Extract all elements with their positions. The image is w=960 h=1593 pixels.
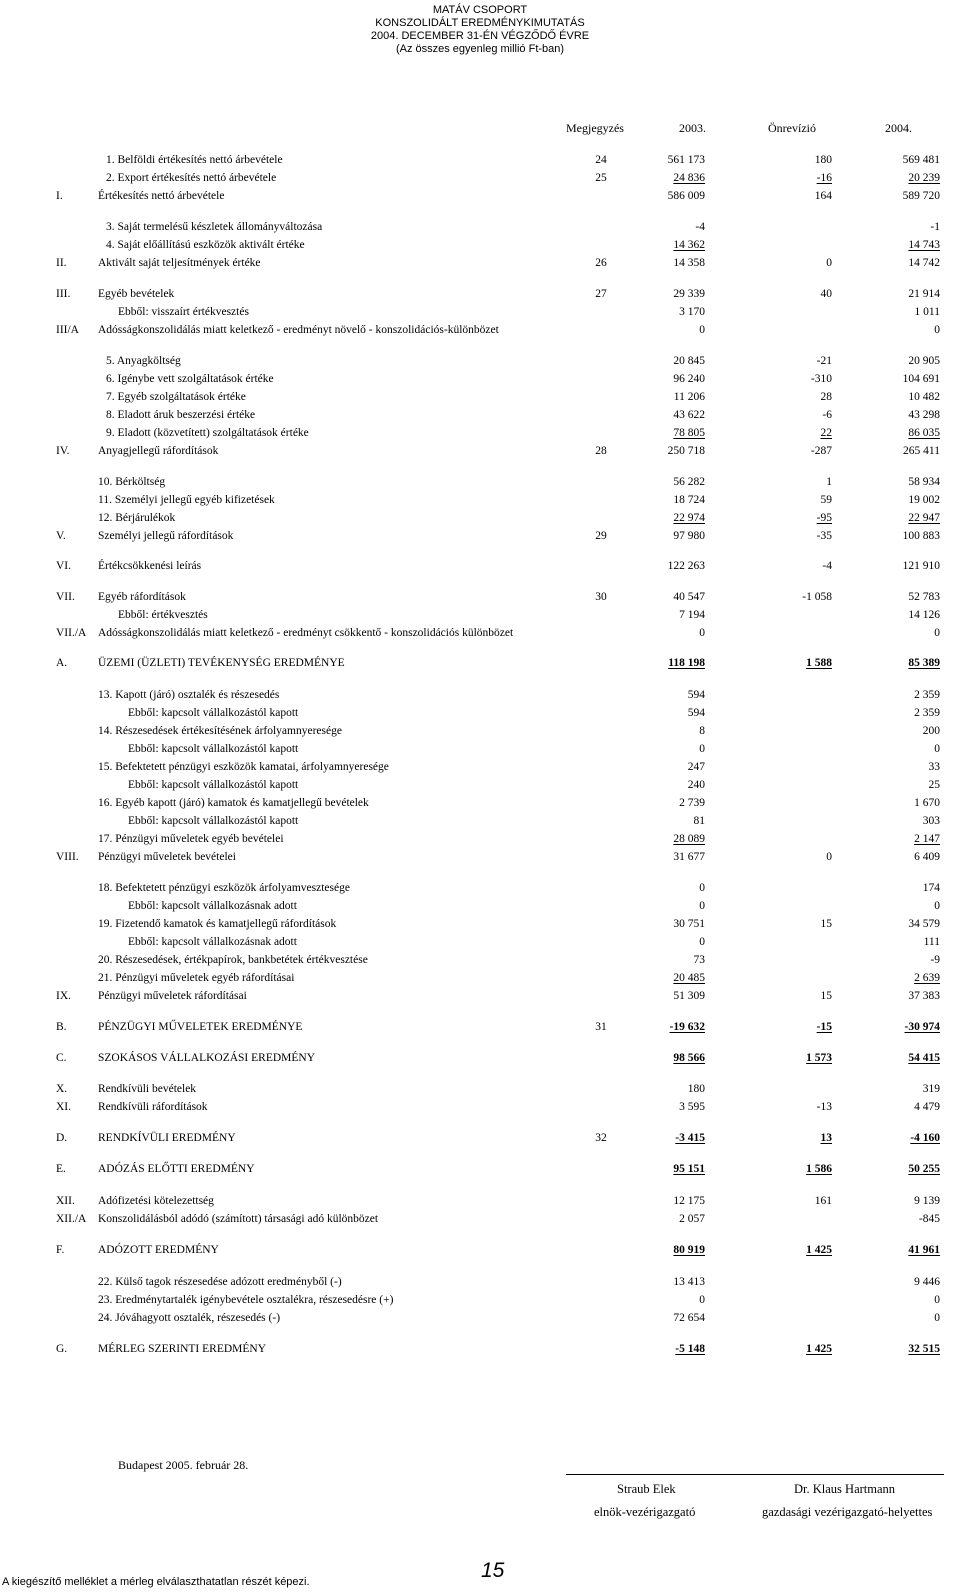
value-2004: 303 xyxy=(922,815,940,827)
row-label: Ebből: kapcsolt vállalkozástól kapott xyxy=(128,707,299,719)
table-row xyxy=(0,219,960,236)
table-row xyxy=(0,492,960,509)
value-2004: 2 147 xyxy=(914,833,940,845)
row-label: 5. Anyagköltség xyxy=(106,355,181,367)
table-row xyxy=(0,589,960,606)
signer-1-name: Straub Elek xyxy=(617,1482,676,1496)
table-row xyxy=(0,777,960,794)
row-label: ADÓZOTT EREDMÉNY xyxy=(98,1244,219,1256)
table-row xyxy=(0,813,960,830)
value-2004: 52 783 xyxy=(908,591,940,603)
table-row xyxy=(0,170,960,187)
value-2003: 0 xyxy=(699,1294,705,1306)
value-2003: 97 980 xyxy=(673,530,705,542)
row-label: Adósságkonszolidálás miatt keletkező - eredményt csökkentő - konszolidációs különbözet xyxy=(98,627,514,639)
table-row xyxy=(0,558,960,575)
row-note: 30 xyxy=(595,591,607,603)
value-2004: -9 xyxy=(930,954,940,966)
value-revision: -1 058 xyxy=(802,591,832,603)
table-row xyxy=(0,1341,960,1358)
value-2003: -3 415 xyxy=(675,1132,705,1144)
value-2003: 18 724 xyxy=(673,494,705,506)
value-revision: -21 xyxy=(816,355,832,367)
col-revision-header: Önrevízió xyxy=(768,121,816,135)
value-2004: 1 011 xyxy=(914,306,940,318)
row-number: VIII. xyxy=(56,851,79,863)
row-label: 9. Eladott (közvetített) szolgáltatások értéke xyxy=(106,427,309,439)
value-2003: 14 358 xyxy=(673,257,705,269)
row-label: Személyi jellegű ráfordítások xyxy=(98,530,234,542)
row-label: 11. Személyi jellegű egyéb kifizetések xyxy=(98,494,275,506)
value-2003: 43 622 xyxy=(673,409,705,421)
value-2003: 28 089 xyxy=(673,833,705,845)
row-number: G. xyxy=(56,1343,68,1355)
row-label: PÉNZÜGYI MŰVELETEK EREDMÉNYE xyxy=(98,1021,303,1033)
row-label: Ebből: visszaírt értékvesztés xyxy=(118,306,249,318)
table-row xyxy=(0,1099,960,1116)
table-row xyxy=(0,795,960,812)
value-2004: 1 670 xyxy=(914,797,940,809)
row-number: B. xyxy=(56,1021,67,1033)
row-label: ÜZEMI (ÜZLETI) TEVÉKENYSÉG EREDMÉNYE xyxy=(98,657,345,669)
table-row xyxy=(0,934,960,951)
value-2004: -4 160 xyxy=(910,1132,940,1144)
row-label: Ebből: kapcsolt vállalkozástól kapott xyxy=(128,743,299,755)
row-label: Pénzügyi műveletek ráfordításai xyxy=(98,990,247,1002)
value-2003: 0 xyxy=(699,900,705,912)
row-number: XI. xyxy=(56,1101,72,1113)
value-revision: 15 xyxy=(820,918,832,930)
value-2004: 589 720 xyxy=(902,190,940,202)
value-2003: 56 282 xyxy=(673,476,705,488)
report-period: 2004. DECEMBER 31-ÉN VÉGZŐDŐ ÉVRE xyxy=(370,30,590,42)
row-label: Ebből: kapcsolt vállalkozástól kapott xyxy=(128,779,299,791)
table-row xyxy=(0,425,960,442)
table-row xyxy=(0,322,960,339)
row-note: 24 xyxy=(595,154,607,166)
row-label: Egyéb ráfordítások xyxy=(98,591,186,603)
table-row xyxy=(0,687,960,704)
value-2004: 4 479 xyxy=(914,1101,940,1113)
value-2003: 7 194 xyxy=(679,609,705,621)
row-label: Ebből: kapcsolt vállalkozásnak adott xyxy=(128,900,297,912)
value-2003: 2 739 xyxy=(679,797,705,809)
value-2004: 85 389 xyxy=(908,657,940,669)
value-2004: 319 xyxy=(922,1083,940,1095)
value-2003: 13 413 xyxy=(673,1276,705,1288)
row-label: 14. Részesedések értékesítésének árfolyamnyeresége xyxy=(98,725,342,737)
value-2003: 0 xyxy=(699,627,705,639)
value-2004: 9 446 xyxy=(914,1276,940,1288)
table-row xyxy=(0,1161,960,1178)
value-2003: 0 xyxy=(699,882,705,894)
row-label: Egyéb bevételek xyxy=(98,288,175,300)
row-label: 19. Fizetendő kamatok és kamatjellegű ráfordítások xyxy=(98,918,337,930)
signature-line xyxy=(566,1474,944,1475)
table-row xyxy=(0,916,960,933)
value-2003: 20 845 xyxy=(673,355,705,367)
table-row xyxy=(0,1242,960,1259)
table-row xyxy=(0,970,960,987)
value-revision: 164 xyxy=(814,190,832,202)
row-label: Adófizetési kötelezettség xyxy=(98,1195,214,1207)
value-2003: 78 805 xyxy=(673,427,705,439)
value-2004: 32 515 xyxy=(908,1343,940,1355)
table-row xyxy=(0,443,960,460)
row-label: 24. Jóváhagyott osztalék, részesedés (-) xyxy=(98,1312,281,1324)
row-label: 6. Igénybe vett szolgáltatások értéke xyxy=(106,373,274,385)
table-row xyxy=(0,255,960,272)
table-row xyxy=(0,880,960,897)
value-2003: 14 362 xyxy=(673,239,705,251)
row-label: 15. Befektetett pénzügyi eszközök kamatai, árfolyamnyeresége xyxy=(98,761,389,773)
value-revision: -6 xyxy=(822,409,832,421)
table-row xyxy=(0,1019,960,1036)
report-title: KONSZOLIDÁLT EREDMÉNYKIMUTATÁS xyxy=(375,17,585,29)
value-2003: 72 654 xyxy=(673,1312,705,1324)
row-number: D. xyxy=(56,1132,68,1144)
table-row xyxy=(0,1050,960,1067)
value-revision: 180 xyxy=(814,154,832,166)
value-2003: 594 xyxy=(687,707,705,719)
table-row xyxy=(0,1211,960,1228)
row-number: V. xyxy=(56,530,66,542)
row-number: III. xyxy=(56,288,71,300)
value-2003: 8 xyxy=(699,725,705,737)
table-row xyxy=(0,188,960,205)
row-note: 32 xyxy=(595,1132,607,1144)
table-row xyxy=(0,898,960,915)
row-label: 16. Egyéb kapott (járó) kamatok és kamatjellegű bevételek xyxy=(98,797,369,809)
table-row xyxy=(0,510,960,527)
value-2004: 121 910 xyxy=(902,560,940,572)
value-2004: 58 934 xyxy=(908,476,940,488)
col-2004-header: 2004. xyxy=(885,121,912,135)
value-2003: 51 309 xyxy=(673,990,705,1002)
value-2004: 19 002 xyxy=(908,494,940,506)
value-2004: 265 411 xyxy=(903,445,940,457)
table-row xyxy=(0,286,960,303)
table-row xyxy=(0,655,960,672)
value-2004: 14 126 xyxy=(908,609,940,621)
value-2004: 22 947 xyxy=(908,512,940,524)
value-2004: 2 359 xyxy=(914,707,940,719)
table-row xyxy=(0,528,960,545)
row-label: SZOKÁSOS VÁLLALKOZÁSI EREDMÉNY xyxy=(98,1052,316,1064)
value-2003: 29 339 xyxy=(673,288,705,300)
row-label: 21. Pénzügyi műveletek egyéb ráfordításai xyxy=(98,972,295,984)
row-label: 23. Eredménytartalék igénybevétele osztalékra, részesedésre (+) xyxy=(98,1294,394,1306)
row-label: ADÓZÁS ELŐTTI EREDMÉNY xyxy=(98,1163,255,1175)
value-2004: 174 xyxy=(922,882,940,894)
row-label: 3. Saját termelésű készletek állományváltozása xyxy=(106,221,323,233)
row-label: 12. Bérjárulékok xyxy=(98,512,176,524)
value-2004: 2 359 xyxy=(914,689,940,701)
row-number: XII. xyxy=(56,1195,75,1207)
table-row xyxy=(0,1310,960,1327)
value-revision: 0 xyxy=(826,257,832,269)
value-2004: -845 xyxy=(918,1213,940,1225)
row-number: VII. xyxy=(56,591,75,603)
row-number: III/A xyxy=(56,324,79,336)
value-2003: -4 xyxy=(695,221,705,233)
value-2003: 561 173 xyxy=(667,154,705,166)
row-number: IV. xyxy=(56,445,70,457)
table-row xyxy=(0,1193,960,1210)
value-2004: 104 691 xyxy=(902,373,940,385)
row-label: Anyagjellegű ráfordítások xyxy=(98,445,219,457)
value-2003: 80 919 xyxy=(673,1244,705,1256)
value-2004: 6 409 xyxy=(914,851,940,863)
value-2004: 20 239 xyxy=(908,172,940,184)
value-2004: 111 xyxy=(923,936,940,948)
value-2004: 20 905 xyxy=(908,355,940,367)
row-label: Rendkívüli ráfordítások xyxy=(98,1101,208,1113)
row-number: VII./A xyxy=(56,627,87,639)
value-revision: -287 xyxy=(810,445,832,457)
signer-2-title: gazdasági vezérigazgató-helyettes xyxy=(762,1505,933,1519)
value-2004: 100 883 xyxy=(902,530,940,542)
value-2003: 2 057 xyxy=(679,1213,705,1225)
table-row xyxy=(0,152,960,169)
value-2004: 0 xyxy=(934,324,940,336)
row-number: II. xyxy=(56,257,67,269)
table-row xyxy=(0,607,960,624)
value-2003: 0 xyxy=(699,743,705,755)
value-2003: 20 485 xyxy=(673,972,705,984)
value-revision: 40 xyxy=(820,288,832,300)
table-row xyxy=(0,705,960,722)
row-note: 28 xyxy=(595,445,607,457)
value-2004: 86 035 xyxy=(908,427,940,439)
row-number: F. xyxy=(56,1244,65,1256)
table-row xyxy=(0,741,960,758)
value-revision: 13 xyxy=(820,1132,832,1144)
value-2004: 10 482 xyxy=(908,391,940,403)
value-2004: -30 974 xyxy=(904,1021,940,1033)
value-2003: 81 xyxy=(693,815,705,827)
value-revision: -4 xyxy=(822,560,832,572)
table-row xyxy=(0,237,960,254)
row-label: 22. Külső tagok részesedése adózott eredményből (-) xyxy=(98,1276,342,1288)
value-2003: 180 xyxy=(687,1083,705,1095)
row-label: Értékcsökkenési leírás xyxy=(98,560,202,572)
table-row xyxy=(0,1130,960,1147)
value-revision: 0 xyxy=(826,851,832,863)
value-2004: 9 139 xyxy=(914,1195,940,1207)
table-row xyxy=(0,304,960,321)
value-revision: 28 xyxy=(820,391,832,403)
value-2004: 0 xyxy=(934,900,940,912)
table-row xyxy=(0,849,960,866)
value-2004: 41 961 xyxy=(908,1244,940,1256)
value-revision: -95 xyxy=(816,512,832,524)
row-note: 31 xyxy=(595,1021,607,1033)
row-label: Adósságkonszolidálás miatt keletkező - eredményt növelő - konszolidációs-különbözet xyxy=(98,324,499,336)
row-number: VI. xyxy=(56,560,72,572)
value-2003: 0 xyxy=(699,936,705,948)
value-2004: 569 481 xyxy=(902,154,940,166)
value-2003: 240 xyxy=(687,779,705,791)
value-2003: 250 718 xyxy=(667,445,705,457)
value-revision: 1 xyxy=(826,476,832,488)
row-label: Aktivált saját teljesítmények értéke xyxy=(98,257,261,269)
row-label: 17. Pénzügyi műveletek egyéb bevételei xyxy=(98,833,284,845)
row-number: IX. xyxy=(56,990,72,1002)
value-revision: 1 425 xyxy=(806,1244,832,1256)
row-number: XII./A xyxy=(56,1213,87,1225)
row-note: 29 xyxy=(595,530,607,542)
value-2004: 25 xyxy=(928,779,940,791)
row-number: X. xyxy=(56,1083,68,1095)
value-2003: 98 566 xyxy=(673,1052,705,1064)
row-label: Ebből: értékvesztés xyxy=(118,609,208,621)
table-row xyxy=(0,831,960,848)
value-2004: 14 743 xyxy=(908,239,940,251)
value-revision: -35 xyxy=(816,530,832,542)
row-label: 10. Bérköltség xyxy=(98,476,166,488)
col-2003-header: 2003. xyxy=(679,121,706,135)
value-2003: 96 240 xyxy=(673,373,705,385)
table-row xyxy=(0,371,960,388)
value-2003: 24 836 xyxy=(673,172,705,184)
col-note-header: Megjegyzés xyxy=(566,121,624,135)
value-revision: 22 xyxy=(820,427,832,439)
value-2003: 30 751 xyxy=(673,918,705,930)
value-2003: 40 547 xyxy=(673,591,705,603)
table-row xyxy=(0,407,960,424)
row-label: Ebből: kapcsolt vállalkozásnak adott xyxy=(128,936,297,948)
table-row xyxy=(0,1292,960,1309)
value-revision: 1 588 xyxy=(806,657,832,669)
value-revision: 1 586 xyxy=(806,1163,832,1175)
row-label: 1. Belföldi értékesítés nettó árbevétele xyxy=(106,154,283,166)
row-label: 18. Befektetett pénzügyi eszközök árfolyamvesztesége xyxy=(98,882,350,894)
row-note: 25 xyxy=(595,172,607,184)
value-revision: 1 573 xyxy=(806,1052,832,1064)
row-label: 8. Eladott áruk beszerzési értéke xyxy=(106,409,256,421)
value-2004: 2 639 xyxy=(914,972,940,984)
value-2003: 95 151 xyxy=(673,1163,705,1175)
value-2004: 0 xyxy=(934,1294,940,1306)
value-2003: 3 170 xyxy=(679,306,705,318)
table-row xyxy=(0,759,960,776)
value-2003: 586 009 xyxy=(667,190,705,202)
row-note: 26 xyxy=(595,257,607,269)
value-2004: 50 255 xyxy=(908,1163,940,1175)
row-label: 20. Részesedések, értékpapírok, bankbetétek értékvesztése xyxy=(98,954,368,966)
table-row xyxy=(0,1081,960,1098)
value-revision: -15 xyxy=(816,1021,832,1033)
row-label: 4. Saját előállítású eszközök aktivált értéke xyxy=(106,239,305,251)
value-2004: 33 xyxy=(928,761,940,773)
value-2004: 0 xyxy=(934,743,940,755)
value-2003: 22 974 xyxy=(673,512,705,524)
value-2003: 247 xyxy=(687,761,705,773)
value-2003: 11 206 xyxy=(673,391,705,403)
value-revision: 1 425 xyxy=(806,1343,832,1355)
table-row xyxy=(0,625,960,642)
place-date: Budapest 2005. február 28. xyxy=(118,1458,249,1472)
table-row xyxy=(0,1274,960,1291)
row-label: 7. Egyéb szolgáltatások értéke xyxy=(106,391,246,403)
signer-1-title: elnök-vezérigazgató xyxy=(594,1505,696,1519)
value-revision: 59 xyxy=(820,494,832,506)
row-label: 13. Kapott (járó) osztalék és részesedés xyxy=(98,689,280,701)
value-2004: 200 xyxy=(922,725,940,737)
table-row xyxy=(0,474,960,491)
value-2004: 43 298 xyxy=(908,409,940,421)
value-2003: 3 595 xyxy=(679,1101,705,1113)
value-2004: 21 914 xyxy=(908,288,940,300)
value-2004: 0 xyxy=(934,627,940,639)
table-row xyxy=(0,353,960,370)
table-row xyxy=(0,723,960,740)
value-2004: 54 415 xyxy=(908,1052,940,1064)
row-label: MÉRLEG SZERINTI EREDMÉNY xyxy=(98,1343,267,1355)
company-name: MATÁV CSOPORT xyxy=(432,4,528,16)
value-2003: 594 xyxy=(687,689,705,701)
report-units: (Az összes egyenleg millió Ft-ban) xyxy=(395,43,565,55)
value-revision: 15 xyxy=(820,990,832,1002)
table-row xyxy=(0,389,960,406)
value-2003: 73 xyxy=(693,954,705,966)
value-2003: 12 175 xyxy=(673,1195,705,1207)
value-2004: 34 579 xyxy=(908,918,940,930)
value-revision: -310 xyxy=(810,373,832,385)
value-2003: 0 xyxy=(699,324,705,336)
value-revision: -13 xyxy=(816,1101,832,1113)
row-number: A. xyxy=(56,657,68,669)
value-revision: 161 xyxy=(814,1195,832,1207)
value-2003: 122 263 xyxy=(667,560,705,572)
value-2004: 37 383 xyxy=(908,990,940,1002)
value-2003: -5 148 xyxy=(675,1343,705,1355)
table-row xyxy=(0,988,960,1005)
value-2004: -1 xyxy=(930,221,940,233)
value-2003: 31 677 xyxy=(673,851,705,863)
row-note: 27 xyxy=(595,288,607,300)
value-2004: 0 xyxy=(934,1312,940,1324)
value-2004: 14 742 xyxy=(908,257,940,269)
page-number: 15 xyxy=(481,1559,505,1582)
footer-note: A kiegészítő melléklet a mérleg elválaszthatatlan részét képezi. xyxy=(2,1576,310,1588)
row-label: Pénzügyi műveletek bevételei xyxy=(98,851,236,863)
table-row xyxy=(0,952,960,969)
row-label: Ebből: kapcsolt vállalkozástól kapott xyxy=(128,815,299,827)
row-label: 2. Export értékesítés nettó árbevétele xyxy=(106,172,277,184)
row-label: Értékesítés nettó árbevétele xyxy=(98,190,225,202)
row-number: I. xyxy=(56,190,63,202)
row-label: RENDKÍVÜLI EREDMÉNY xyxy=(98,1132,236,1144)
value-2003: 118 198 xyxy=(668,657,705,669)
row-number: C. xyxy=(56,1052,67,1064)
value-2003: -19 632 xyxy=(669,1021,705,1033)
value-revision: -16 xyxy=(816,172,832,184)
signer-2-name: Dr. Klaus Hartmann xyxy=(794,1482,896,1496)
row-label: Konszolidálásból adódó (számított) társasági adó különbözet xyxy=(98,1213,379,1225)
row-label: Rendkívüli bevételek xyxy=(98,1083,197,1095)
row-number: E. xyxy=(56,1163,66,1175)
